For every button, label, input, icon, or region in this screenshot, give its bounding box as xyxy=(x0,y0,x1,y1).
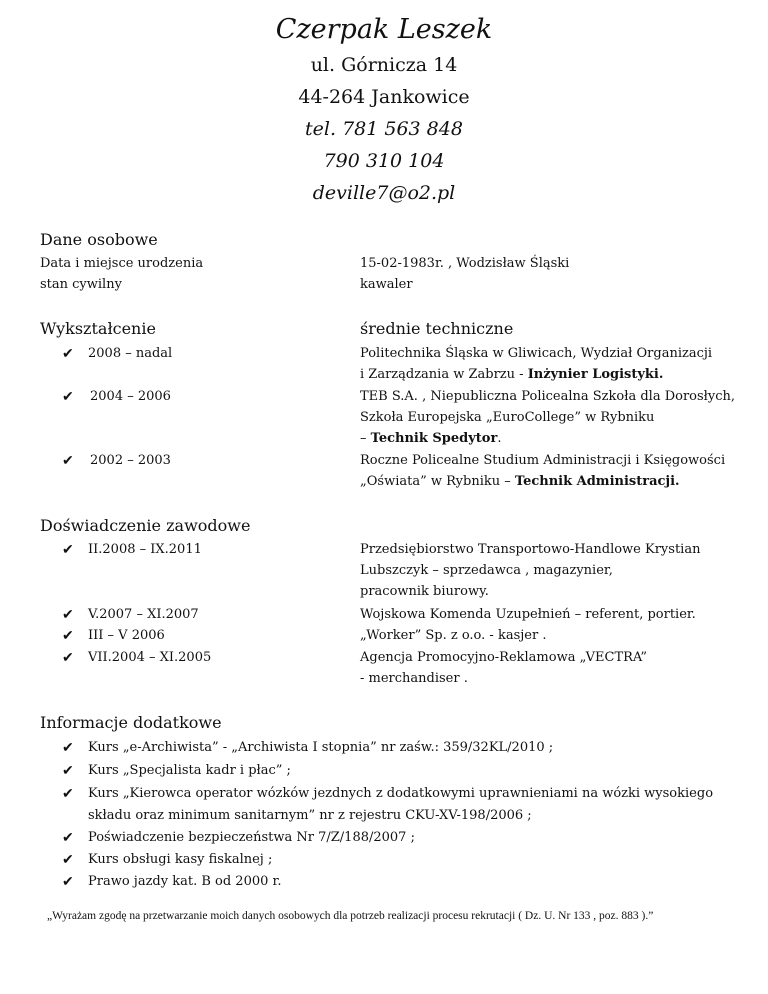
status-label: stan cywilny xyxy=(40,277,122,292)
additional-item: Kurs obsługi kasy fiskalnej ; xyxy=(88,852,273,867)
check-icon: ✔ xyxy=(62,740,74,756)
phone-secondary: 790 310 104 xyxy=(323,150,445,172)
birth-value: 15-02-1983r. , Wodzisław Śląski xyxy=(360,256,570,271)
additional-item-continued: składu oraz minimum sanitarnym” nr z rejestru CKU-XV-198/2006 ; xyxy=(88,808,532,823)
education-line: Roczne Policealne Studium Administracji i Księgowości xyxy=(360,453,726,468)
check-icon: ✔ xyxy=(62,852,74,868)
email-address: deville7@o2.pl xyxy=(312,182,456,204)
education-period: 2004 – 2006 xyxy=(90,389,171,404)
section-education-title: Wykształcenie xyxy=(40,319,156,338)
additional-item: Prawo jazdy kat. B od 2000 r. xyxy=(88,874,282,889)
experience-period: III – V 2006 xyxy=(88,628,165,643)
education-period: 2008 – nadal xyxy=(88,346,173,361)
experience-line: Wojskowa Komenda Uzupełnień – referent, portier. xyxy=(360,607,696,622)
education-line: – Technik Spedytor. xyxy=(360,431,502,446)
education-line: Politechnika Śląska w Gliwicach, Wydział Organizacji xyxy=(360,346,713,361)
additional-item: Kurs „Kierowca operator wózków jezdnych z dodatkowymi uprawnieniami na wózki wysokiego xyxy=(88,786,714,801)
experience-line: - merchandiser . xyxy=(360,671,468,686)
consent-clause: „Wyrażam zgodę na przetwarzanie moich danych osobowych dla potrzeb realizacji procesu rekrutacji ( Dz. U. Nr 133 , poz. 883 ).” xyxy=(47,910,654,922)
education-period: 2002 – 2003 xyxy=(90,453,171,468)
check-icon: ✔ xyxy=(62,628,74,644)
check-icon: ✔ xyxy=(62,763,74,779)
check-icon: ✔ xyxy=(62,650,74,666)
check-icon: ✔ xyxy=(62,453,74,469)
experience-line: Agencja Promocyjno-Reklamowa „VECTRA” xyxy=(360,650,648,665)
check-icon: ✔ xyxy=(62,786,74,802)
education-level: średnie techniczne xyxy=(360,319,514,338)
status-value: kawaler xyxy=(360,277,413,292)
check-icon: ✔ xyxy=(62,389,74,405)
experience-line: „Worker” Sp. z o.o. - kasjer . xyxy=(360,628,547,643)
candidate-name: Czerpak Leszek xyxy=(275,14,493,45)
experience-line: pracownik biurowy. xyxy=(360,584,489,599)
additional-item: Kurs „e-Archiwista” - „Archiwista I stopnia” nr zaśw.: 359/32KL/2010 ; xyxy=(88,740,554,755)
check-icon: ✔ xyxy=(62,607,74,623)
birth-label: Data i miejsce urodzenia xyxy=(40,256,204,271)
section-experience-title: Doświadczenie zawodowe xyxy=(40,516,251,535)
check-icon: ✔ xyxy=(62,346,74,362)
experience-period: VII.2004 – XI.2005 xyxy=(88,650,212,665)
education-line: i Zarządzania w Zabrzu - Inżynier Logistyki. xyxy=(360,367,664,382)
experience-line: Lubszczyk – sprzedawca , magazynier, xyxy=(360,563,613,578)
additional-item: Poświadczenie bezpieczeństwa Nr 7/Z/188/2007 ; xyxy=(88,830,415,845)
section-personal-title: Dane osobowe xyxy=(40,230,158,249)
experience-period: II.2008 – IX.2011 xyxy=(88,542,202,557)
experience-line: Przedsiębiorstwo Transportowo-Handlowe Krystian xyxy=(360,542,701,557)
check-icon: ✔ xyxy=(62,830,74,846)
check-icon: ✔ xyxy=(62,874,74,890)
education-line: Szkoła Europejska „EuroCollege” w Rybniku xyxy=(360,410,655,425)
additional-item: Kurs „Specjalista kadr i płac” ; xyxy=(88,763,291,778)
section-additional-title: Informacje dodatkowe xyxy=(40,713,222,732)
experience-period: V.2007 – XI.2007 xyxy=(88,607,199,622)
city-address: 44-264 Jankowice xyxy=(298,86,470,108)
education-line: TEB S.A. , Niepubliczna Policealna Szkoła dla Dorosłych, xyxy=(360,389,736,404)
check-icon: ✔ xyxy=(62,542,74,558)
street-address: ul. Górnicza 14 xyxy=(310,54,458,76)
phone-primary: tel. 781 563 848 xyxy=(305,118,463,140)
education-line: „Oświata” w Rybniku – Technik Administracji. xyxy=(360,474,680,489)
